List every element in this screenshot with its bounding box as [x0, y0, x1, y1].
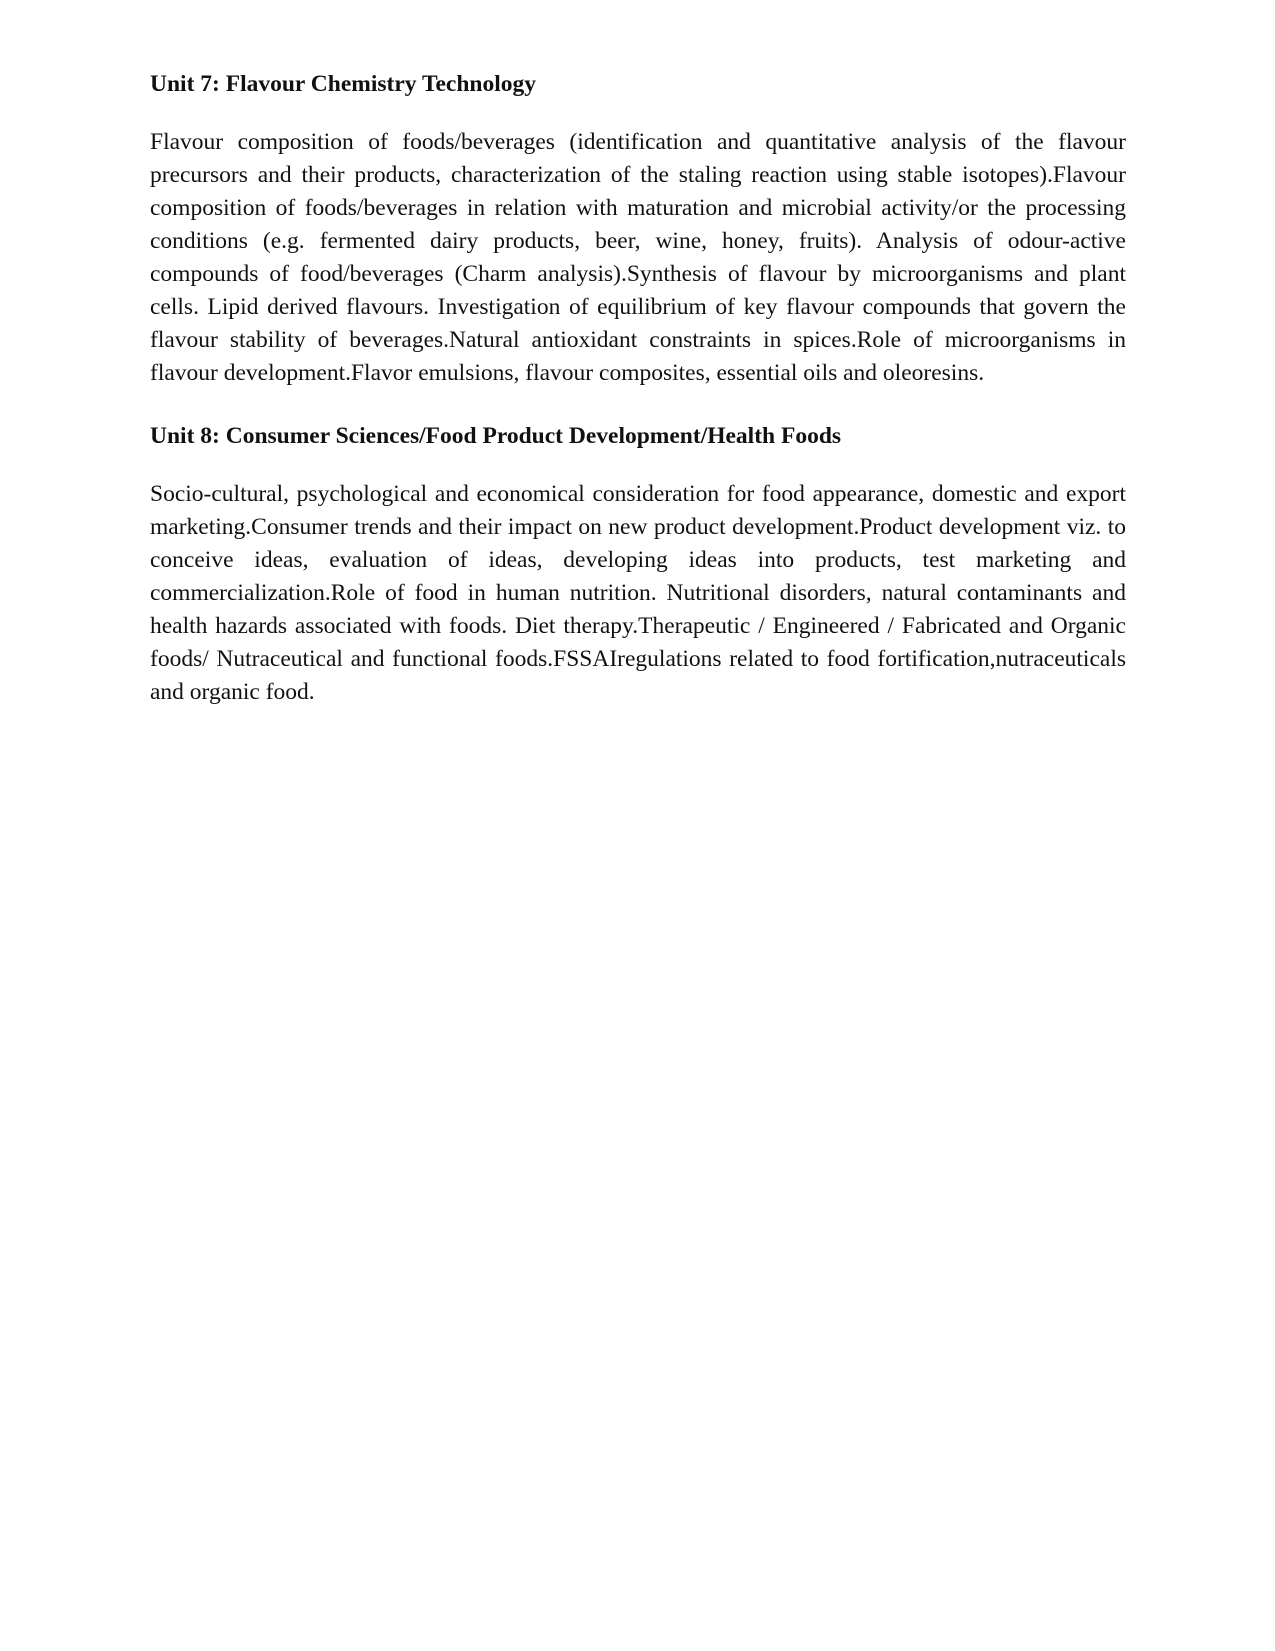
unit-8-heading: Unit 8: Consumer Sciences/Food Product Development/Health Foods	[150, 423, 842, 449]
page-content	[150, 68, 1126, 709]
unit-8-body-paragraph: Socio-cultural, psychological and economical consideration for food appearance, domestic and export marketing.Consumer trends and their impact on new product development.Product development viz. to conceive ideas, evaluation of ideas, developing ideas into products, test marketing and commercialization.Role of food in human nutrition. Nutritional disorders, natural contaminants and health hazards associated with foods. Diet therapy.Therapeutic / Engineered / Fabricated and Organic foods/ Nutraceutical and functional foods.FSSAIregulations related to food fortification,nutraceuticals and organic food.	[150, 481, 1126, 705]
unit-7-body-paragraph: Flavour composition of foods/beverages (identification and quantitative analysis of the flavour precursors and their products, characterization of the staling reaction using stable isotopes).Flavour composition of foods/beverages in relation with maturation and microbial activity/or the processing conditions (e.g. fermented dairy products, beer, wine, honey, fruits). Analysis of odour-active compounds of food/beverages (Charm analysis).Synthesis of flavour by microorganisms and plant cells. Lipid derived flavours. Investigation of equilibrium of key flavour compounds that govern the flavour stability of beverages.Natural antioxidant constraints in spices.Role of microorganisms in flavour development.Flavor emulsions, flavour composites, essential oils and oleoresins.	[150, 129, 1126, 386]
unit-7-heading: Unit 7: Flavour Chemistry Technology	[150, 71, 537, 97]
